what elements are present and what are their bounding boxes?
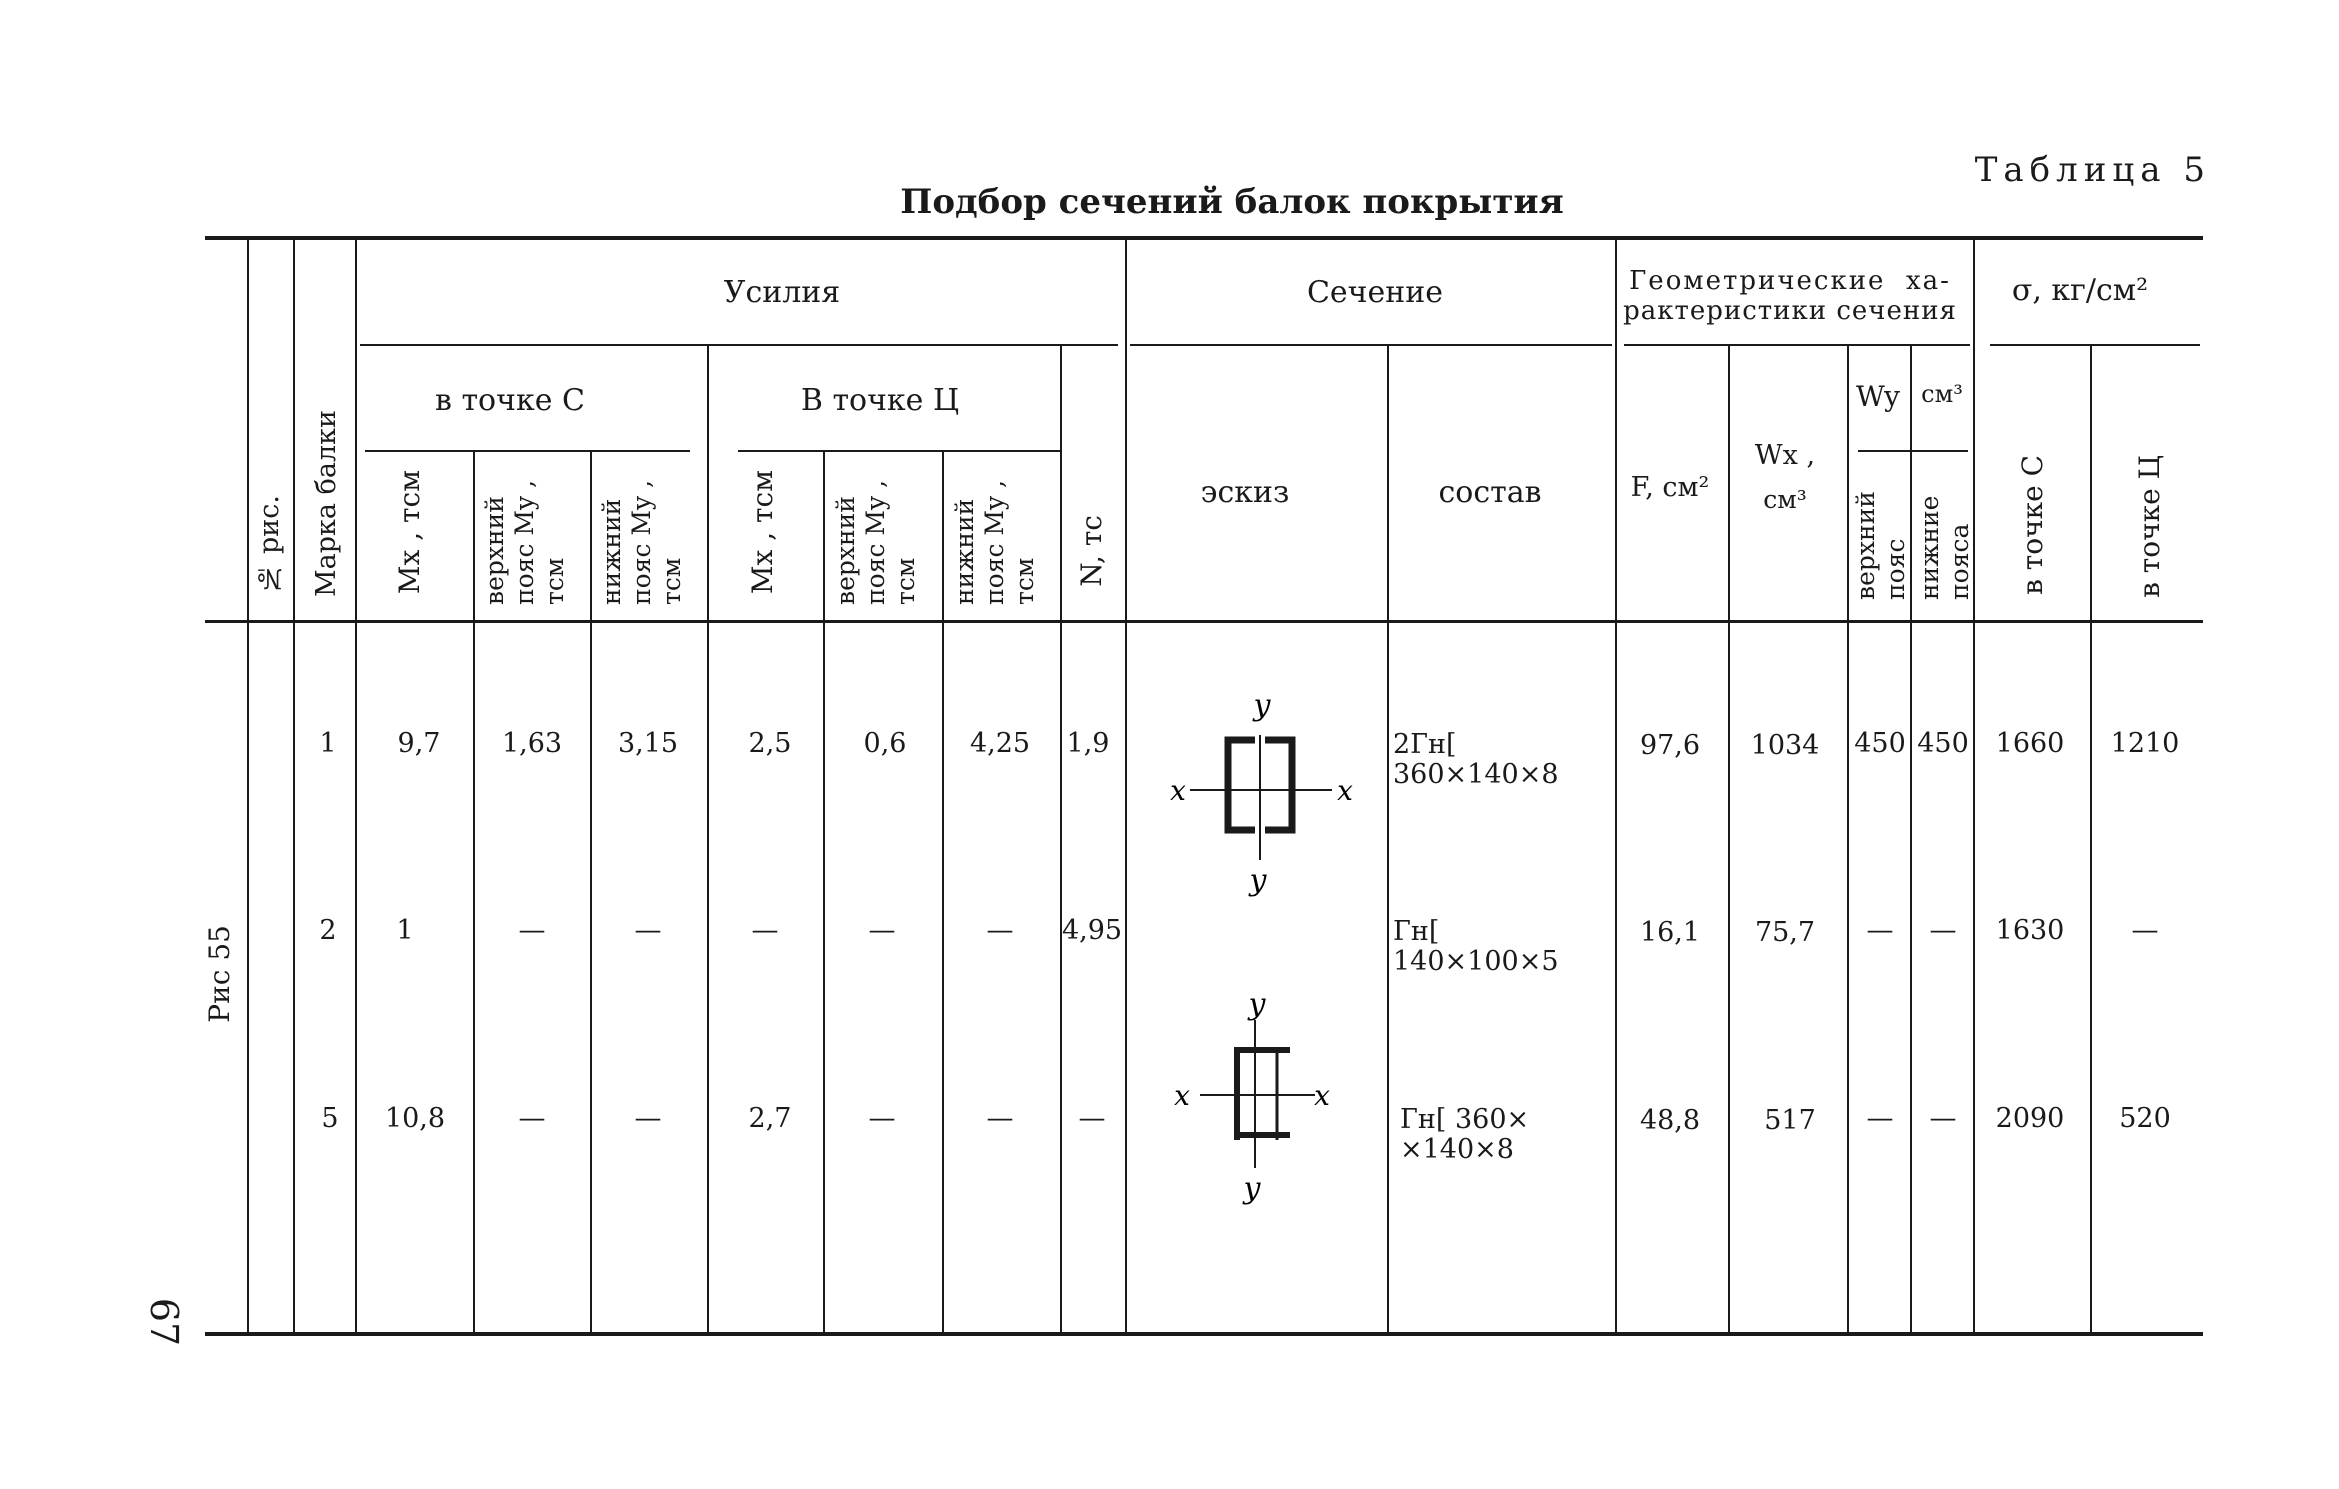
sigma-ts: — <box>2131 915 2159 946</box>
wy-top: — <box>1866 915 1894 946</box>
header-geom-line1: Геометрические ха- <box>1629 266 1951 296</box>
n-force: — <box>1078 1103 1106 1134</box>
header-bottom-rule <box>205 620 2203 623</box>
composition: Гн[ 360× ×140×8 <box>1400 1104 1530 1165</box>
ts-mx: 2,5 <box>748 728 792 759</box>
axis-label-x-right: x <box>1337 774 1353 807</box>
ts-my-top: 0,6 <box>863 728 907 759</box>
area: 97,6 <box>1639 730 1701 761</box>
header-ts-mx: Мx , тсм <box>746 470 779 595</box>
header-stress-ts: в точке Ц <box>2133 455 2166 598</box>
ts-mx: 2,7 <box>748 1103 792 1134</box>
wy-bottom: — <box>1929 915 1957 946</box>
axis-label-y-bottom: y <box>1249 863 1267 898</box>
sigma-ts: 1210 <box>2110 728 2180 759</box>
axis-label-y-top: y <box>1248 990 1266 1022</box>
n-force: 1,9 <box>1066 728 1110 759</box>
axis-label-x-left: x <box>1170 774 1186 807</box>
ts-my-bottom: — <box>986 915 1014 946</box>
header-forces: Усилия <box>723 275 841 310</box>
table-top-rule <box>205 236 2203 240</box>
header-ts-my-top: верхний пояс Мy , тсм <box>831 479 920 605</box>
c-my-bottom: — <box>634 1103 662 1134</box>
axis-label-x-right: x <box>1314 1079 1330 1112</box>
c-my-bottom: — <box>634 915 662 946</box>
table-title: Подбор сечений балок покрытия <box>900 182 1564 222</box>
axis-label-y-top: y <box>1253 688 1271 723</box>
header-geom-line2: рактеристики сечения <box>1623 296 1957 326</box>
beam-mark: 2 <box>319 915 337 946</box>
ts-my-top: — <box>868 915 896 946</box>
composition: Гн[ 140×100×5 <box>1393 916 1559 977</box>
c-mx: 1 <box>396 915 414 946</box>
c-mx: 9,7 <box>397 728 441 759</box>
table-bottom-rule <box>205 1332 2203 1336</box>
c-mx: 10,8 <box>384 1103 446 1134</box>
sigma-c: 2090 <box>1995 1103 2065 1134</box>
ts-mx: — <box>751 915 779 946</box>
section-sketch-double-channel <box>1160 680 1360 900</box>
beam-mark: 5 <box>321 1103 339 1134</box>
header-sketch: эскиз <box>1200 475 1290 510</box>
wx: 517 <box>1764 1105 1816 1136</box>
header-fig-no: № рис. <box>254 495 285 594</box>
wx: 75,7 <box>1754 917 1816 948</box>
table-label: Таблица 5 <box>1974 150 2211 190</box>
header-at-point-ts: В точке Ц <box>800 383 960 418</box>
header-n: N, тс <box>1075 515 1108 587</box>
wy-bottom: 450 <box>1917 728 1969 759</box>
header-wy-unit: см³ <box>1921 380 1963 408</box>
wy-bottom: — <box>1929 1103 1957 1134</box>
header-c-mx: Мx , тсм <box>393 470 426 595</box>
sigma-c: 1630 <box>1995 915 2065 946</box>
header-area: F, см² <box>1630 472 1710 503</box>
header-wy-top: верхний пояс <box>1851 491 1910 600</box>
header-wx: Wx , <box>1754 440 1816 471</box>
section-sketch-compound <box>1160 990 1360 1210</box>
header-c-my-bottom: нижний пояс Мy , тсм <box>597 479 686 605</box>
axis-label-x-left: x <box>1174 1079 1190 1112</box>
header-c-my-top: верхний пояс Мy , тсм <box>480 479 569 605</box>
area: 48,8 <box>1639 1105 1701 1136</box>
n-force: 4,95 <box>1061 915 1123 946</box>
header-wy: Wy <box>1856 380 1900 413</box>
page-number: 67 <box>142 1297 187 1347</box>
c-my-bottom: 3,15 <box>617 728 679 759</box>
wy-top: — <box>1866 1103 1894 1134</box>
beam-mark: 1 <box>319 728 337 759</box>
header-stress: σ, кг/см² <box>2011 273 2149 308</box>
ts-my-bottom: — <box>986 1103 1014 1134</box>
c-my-top: — <box>518 915 546 946</box>
header-composition: состав <box>1438 475 1542 510</box>
c-my-top: 1,63 <box>501 728 563 759</box>
wy-top: 450 <box>1854 728 1906 759</box>
header-ts-my-bottom: нижний пояс Мy , тсм <box>950 479 1039 605</box>
axis-label-y-bottom: y <box>1243 1171 1261 1206</box>
header-wy-bottom: нижние пояса <box>1915 495 1974 600</box>
group-label: Рис 55 <box>203 925 236 1023</box>
sigma-ts: 520 <box>2119 1103 2171 1134</box>
c-my-top: — <box>518 1103 546 1134</box>
header-beam-mark: Марка балки <box>311 410 342 597</box>
composition: 2Гн[ 360×140×8 <box>1393 729 1559 790</box>
area: 16,1 <box>1639 917 1701 948</box>
header-wx-unit: см³ <box>1763 485 1807 514</box>
header-section: Сечение <box>1306 275 1444 310</box>
sigma-c: 1660 <box>1995 728 2065 759</box>
header-at-point-c: в точке С <box>435 383 585 418</box>
ts-my-bottom: 4,25 <box>969 728 1031 759</box>
header-stress-c: в точке С <box>2016 455 2049 595</box>
wx: 1034 <box>1750 730 1820 761</box>
ts-my-top: — <box>868 1103 896 1134</box>
